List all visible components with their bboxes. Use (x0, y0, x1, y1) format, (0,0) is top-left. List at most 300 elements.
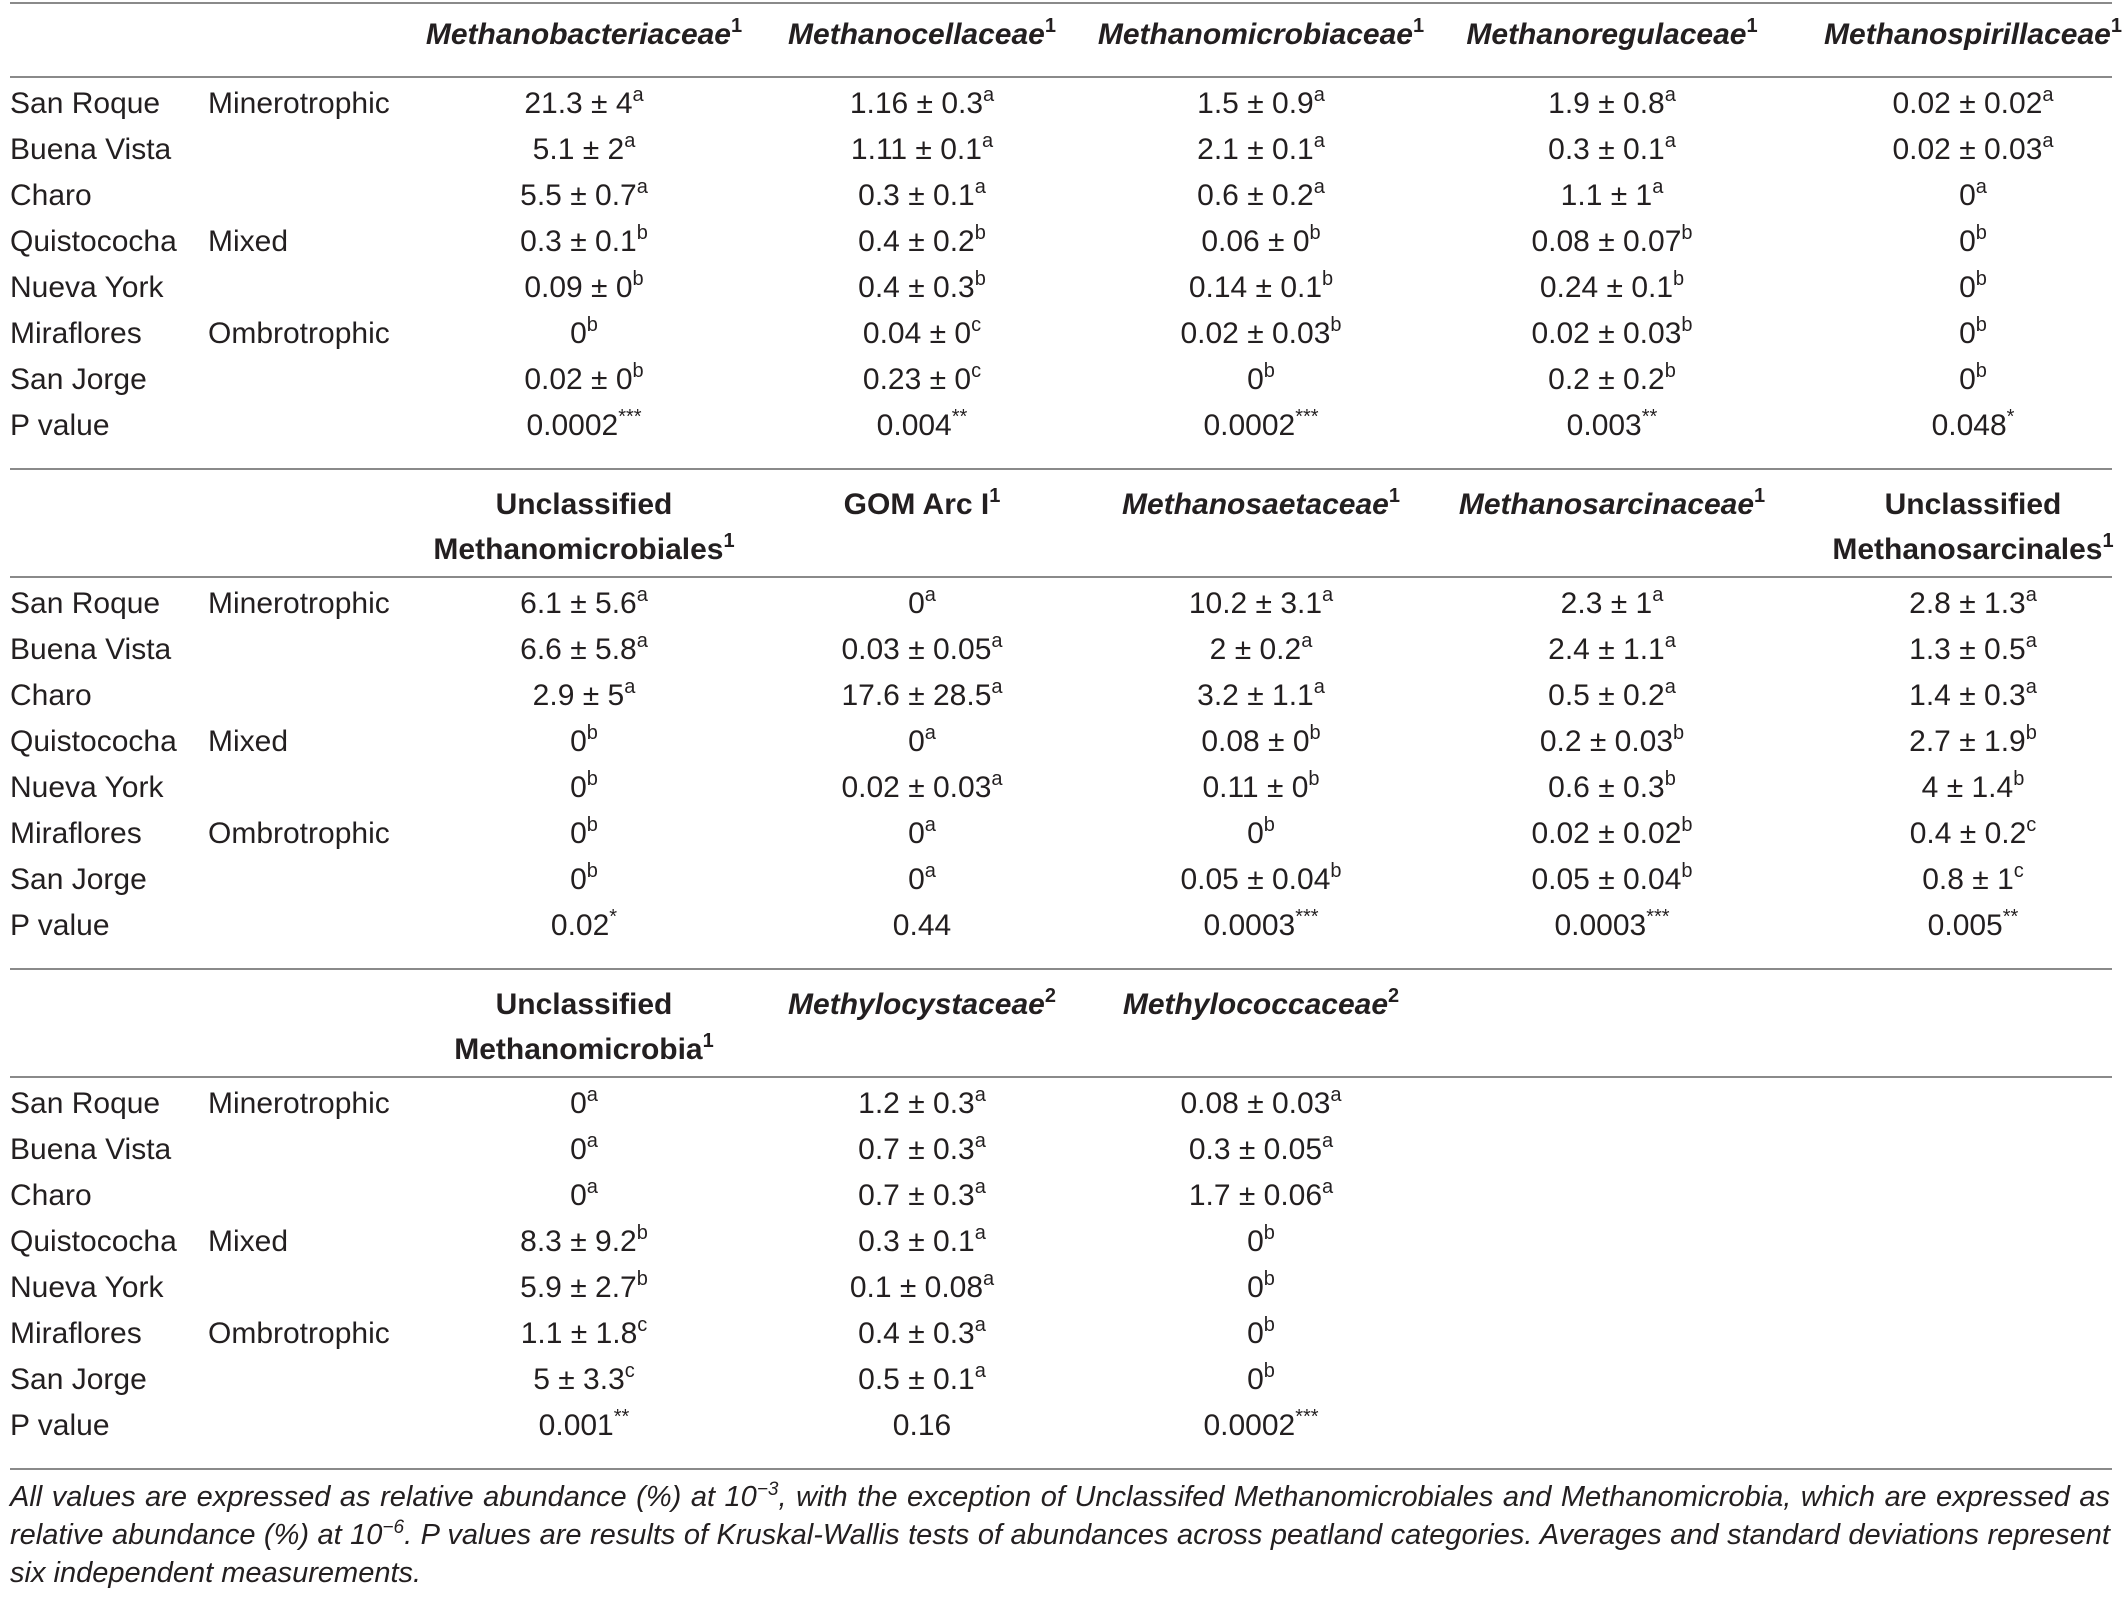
table-cell (551, 908, 617, 944)
table-cell (1180, 1086, 1341, 1122)
cell-value: 4 ± 1.4 (1921, 771, 2014, 804)
cell-superscript: b (632, 360, 644, 382)
table-cell (1531, 224, 1692, 260)
row-site-label: San Roque (10, 587, 161, 620)
cell-value: 0.2 ± 0.03 (1539, 725, 1674, 758)
table-cell (570, 724, 598, 760)
row-site-label: San Jorge (10, 363, 147, 396)
column-header-line1 (1832, 482, 2113, 527)
cell-value: 0 (570, 725, 587, 758)
cell-value: 1.7 ± 0.06 (1188, 1179, 1323, 1212)
cell-superscript: a (974, 176, 986, 198)
cell-superscript: a (624, 130, 636, 152)
table-cell (858, 1086, 986, 1122)
cell-superscript: c (2026, 814, 2037, 836)
cell-value: 0.7 ± 0.3 (858, 1179, 975, 1212)
cell-value: 0 (570, 817, 587, 850)
row-category-label: Mixed (208, 725, 289, 758)
cell-superscript: b (1664, 768, 1676, 790)
table-cell (863, 316, 981, 352)
column-header-name: Methylocystaceae (788, 988, 1045, 1021)
cell-superscript: b (1308, 768, 1320, 790)
cell-superscript: b (1681, 314, 1693, 336)
table-cell (1197, 678, 1325, 714)
column-header-footnote-mark: 1 (2102, 530, 2114, 552)
cell-superscript: b (1263, 1222, 1275, 1244)
cell-superscript: *** (1295, 1406, 1319, 1428)
table-cell (1531, 816, 1692, 852)
cell-superscript: a (974, 1084, 986, 1106)
cell-value: 0 (908, 587, 925, 620)
column-header (426, 12, 742, 57)
table-cell (877, 408, 968, 444)
header-rule (10, 576, 2112, 578)
cell-value: 2.7 ± 1.9 (1909, 725, 2026, 758)
cell-value: 1.1 ± 1.8 (520, 1317, 638, 1350)
cell-value: 0.24 ± 0.1 (1539, 271, 1674, 304)
cell-value: 2.1 ± 0.1 (1197, 133, 1314, 166)
cell-superscript: a (974, 1176, 986, 1198)
table-cell (570, 816, 598, 852)
table-cell (520, 586, 648, 622)
cell-value: 0.02 ± 0.03 (1180, 317, 1331, 350)
cell-superscript: b (1263, 1360, 1275, 1382)
table-cell (1202, 770, 1319, 806)
row-category-label: Ombrotrophic (208, 817, 390, 850)
cell-superscript: a (1313, 130, 1325, 152)
cell-superscript: * (609, 906, 618, 928)
cell-value: 0.4 ± 0.2 (1909, 817, 2027, 850)
cell-value: 1.9 ± 0.8 (1548, 87, 1665, 120)
cell-value: 0.06 ± 0 (1201, 225, 1310, 258)
header-rule (10, 1076, 2112, 1078)
cell-value: 21.3 ± 4 (524, 87, 633, 120)
table-cell (893, 1408, 951, 1444)
section-rule (10, 968, 2112, 970)
table-cell (1909, 678, 2037, 714)
cell-superscript: b (586, 814, 598, 836)
cell-value: 0 (1247, 1271, 1264, 1304)
table-cell (863, 362, 981, 398)
cell-value: 0.0002 (526, 409, 619, 442)
cell-value: 17.6 ± 28.5 (841, 679, 992, 712)
table-cell (858, 1224, 986, 1260)
cell-value: 0.0003 (1203, 909, 1296, 942)
cell-value: 0.3 ± 0.1 (858, 179, 975, 212)
cell-value: 0.23 ± 0 (862, 363, 972, 396)
cell-value: 0.1 ± 0.08 (849, 1271, 984, 1304)
row-site-label: Quistococha (10, 1225, 177, 1258)
cell-value: 0 (1247, 1363, 1264, 1396)
cell-value: 0.02 ± 0.03 (841, 771, 992, 804)
cell-superscript: a (983, 1268, 995, 1290)
cell-superscript: b (1975, 222, 1987, 244)
cell-value: 1.4 ± 0.3 (1909, 679, 2026, 712)
cell-superscript: b (974, 222, 986, 244)
cell-value: 0 (570, 1179, 587, 1212)
cell-superscript: c (2013, 860, 2024, 882)
table-cell (1189, 1132, 1333, 1168)
cell-value: 0.08 ± 0.03 (1180, 1087, 1331, 1120)
row-site-label: Miraflores (10, 1317, 142, 1350)
table-cell (850, 1270, 994, 1306)
cell-value: 0.4 ± 0.2 (858, 225, 975, 258)
cell-value: 0.2 ± 0.2 (1548, 363, 1665, 396)
table-cell (1959, 362, 1987, 398)
column-header (788, 12, 1056, 57)
row-site-label: Charo (10, 1179, 92, 1212)
table-cell (908, 862, 936, 898)
column-header (1122, 482, 1400, 527)
table-cell (1932, 408, 2015, 444)
table-cell (539, 1408, 630, 1444)
column-header-footnote-mark: 2 (1388, 985, 1400, 1007)
table-cell (908, 816, 936, 852)
row-site-label: Quistococha (10, 225, 177, 258)
cell-value: 0.048 (1931, 409, 2007, 442)
table-top-rule (10, 2, 2112, 4)
row-site-label: Buena Vista (10, 633, 172, 666)
cell-superscript: a (636, 630, 648, 652)
table-cell (851, 132, 993, 168)
table-cell (841, 632, 1002, 668)
cell-superscript: a (2042, 130, 2054, 152)
row-site-label: Miraflores (10, 317, 142, 350)
p-value-label: P value (10, 909, 110, 942)
table-cell (524, 362, 643, 398)
cell-superscript: a (983, 84, 995, 106)
cell-value: 6.6 ± 5.8 (520, 633, 637, 666)
cell-value: 0.02 ± 0.03 (1892, 133, 2043, 166)
row-site-label: San Jorge (10, 863, 147, 896)
cell-value: 0.3 ± 0.1 (520, 225, 637, 258)
cell-value: 0.3 ± 0.1 (1548, 133, 1665, 166)
cell-superscript: ** (2002, 906, 2019, 928)
cell-superscript: b (586, 722, 598, 744)
cell-value: 0.09 ± 0 (524, 271, 633, 304)
column-header (788, 982, 1056, 1027)
table-cell (1548, 362, 1676, 398)
cell-superscript: b (1263, 1268, 1275, 1290)
row-site-label: Charo (10, 679, 92, 712)
table-footnote (10, 1478, 2110, 1592)
cell-value: 0.02 ± 0 (524, 363, 633, 396)
cell-value: 0.03 ± 0.05 (841, 633, 992, 666)
table-cell (858, 178, 986, 214)
column-header-name: Methylococcaceae (1122, 988, 1389, 1021)
cell-value: 0.0002 (1203, 1409, 1296, 1442)
column-header-name: Unclassified (495, 988, 673, 1021)
row-site-label: Quistococha (10, 725, 177, 758)
cell-value: 0.8 ± 1 (1922, 863, 2014, 896)
row-site-label: Miraflores (10, 817, 142, 850)
column-header (1123, 982, 1399, 1027)
cell-value: 1.1 ± 1 (1560, 179, 1653, 212)
cell-superscript: a (1313, 676, 1325, 698)
cell-value: 5 ± 3.3 (533, 1363, 625, 1396)
cell-value: 0 (1959, 317, 1976, 350)
cell-value: 0 (908, 725, 925, 758)
cell-value: 0.0003 (1554, 909, 1647, 942)
cell-superscript: c (624, 1360, 635, 1382)
table-cell (1548, 132, 1676, 168)
table-cell (1540, 270, 1684, 306)
cell-superscript: b (632, 268, 644, 290)
table-cell (524, 86, 643, 122)
column-header-footnote-mark: 1 (1746, 15, 1758, 37)
column-header-line2 (433, 527, 734, 572)
cell-value: 0 (908, 817, 925, 850)
cell-superscript: a (1652, 176, 1664, 198)
table-cell (1247, 816, 1275, 852)
cell-value: 1.5 ± 0.9 (1197, 87, 1314, 120)
column-header-line1 (433, 482, 734, 527)
column-header-name: Methanosarcinaceae (1458, 488, 1755, 521)
row-category-label: Mixed (208, 225, 289, 258)
cell-superscript: a (1330, 1084, 1342, 1106)
table-cell (1203, 408, 1318, 444)
cell-value: 0.001 (538, 1409, 614, 1442)
cell-value: 0.6 ± 0.2 (1197, 179, 1314, 212)
section-rule (10, 1468, 2112, 1470)
cell-value: 1.3 ± 0.5 (1909, 633, 2026, 666)
cell-superscript: a (991, 768, 1003, 790)
cell-value: 0.05 ± 0.04 (1531, 863, 1682, 896)
cell-superscript: b (1681, 814, 1693, 836)
table-cell (520, 632, 648, 668)
column-header-line2 (1832, 527, 2113, 572)
cell-value: 0 (1959, 271, 1976, 304)
p-value-label: P value (10, 409, 110, 442)
table-cell (570, 862, 598, 898)
cell-value: 0.44 (892, 909, 952, 942)
cell-superscript: a (1322, 584, 1334, 606)
cell-superscript: b (1673, 268, 1685, 290)
cell-superscript: a (1664, 84, 1676, 106)
cell-superscript: b (1681, 222, 1693, 244)
row-category-label: Minerotrophic (208, 587, 390, 620)
cell-superscript: b (1263, 814, 1275, 836)
table-cell (1203, 908, 1318, 944)
cell-superscript: a (1975, 176, 1987, 198)
cell-value: 0.11 ± 0 (1202, 771, 1309, 804)
footnote-part3: . P values are results of Kruskal-Wallis tests of abundances across peatland categories. Averages and standard deviations represent six independent measurements. (10, 1519, 2110, 1589)
column-header (433, 482, 734, 572)
column-header-name-line2: Methanomicrobiales (433, 533, 724, 566)
table-cell (1247, 1362, 1275, 1398)
cell-value: 1.16 ± 0.3 (849, 87, 984, 120)
cell-value: 5.5 ± 0.7 (520, 179, 637, 212)
table-cell (1554, 908, 1669, 944)
cell-superscript: a (586, 1084, 598, 1106)
row-site-label: Buena Vista (10, 133, 172, 166)
cell-value: 6.1 ± 5.6 (520, 587, 637, 620)
table-cell (858, 270, 986, 306)
row-site-label: San Roque (10, 87, 161, 120)
cell-value: 0 (570, 1087, 587, 1120)
footnote-exponent-1: −3 (756, 1479, 779, 1500)
table-cell (533, 1362, 635, 1398)
table-cell (526, 408, 641, 444)
cell-value: 0 (1959, 363, 1976, 396)
table-cell (841, 770, 1002, 806)
cell-superscript: a (974, 1314, 986, 1336)
table-cell (533, 678, 636, 714)
table-cell (1910, 816, 2037, 852)
table-cell (1567, 408, 1658, 444)
column-header (1098, 12, 1424, 57)
column-header-name: Methanospirillaceae (1824, 18, 2111, 51)
cell-superscript: a (1322, 1130, 1334, 1152)
table-cell (1540, 724, 1684, 760)
cell-value: 0.05 ± 0.04 (1180, 863, 1331, 896)
cell-superscript: b (1681, 860, 1693, 882)
cell-value: 0 (570, 317, 587, 350)
cell-superscript: a (1313, 176, 1325, 198)
column-header-name: Unclassified (1884, 488, 2062, 521)
table-cell (1959, 178, 1987, 214)
cell-superscript: c (637, 1314, 648, 1336)
column-header-footnote-mark: 1 (1388, 485, 1400, 507)
cell-value: 0.5 ± 0.1 (858, 1363, 975, 1396)
cell-superscript: *** (1646, 906, 1670, 928)
cell-value: 2.4 ± 1.1 (1548, 633, 1665, 666)
cell-superscript: b (1975, 268, 1987, 290)
cell-value: 0 (570, 1133, 587, 1166)
footnote-part1: All values are expressed as relative abundance (%) at 10 (10, 1481, 757, 1513)
cell-value: 0.6 ± 0.3 (1548, 771, 1665, 804)
cell-superscript: b (1309, 722, 1321, 744)
table-cell (570, 1086, 598, 1122)
table-cell (1197, 132, 1325, 168)
table-cell (1201, 724, 1320, 760)
table-cell (1909, 586, 2037, 622)
table-cell (908, 586, 936, 622)
table-cell (533, 132, 636, 168)
table-cell (1189, 1178, 1333, 1214)
table-cell (1909, 724, 2037, 760)
cell-value: 5.1 ± 2 (532, 133, 625, 166)
table-cell (858, 1362, 986, 1398)
cell-value: 0.14 ± 0.1 (1188, 271, 1323, 304)
row-category-label: Mixed (208, 1225, 289, 1258)
cell-superscript: a (1664, 130, 1676, 152)
column-header-footnote-mark: 1 (1754, 485, 1766, 507)
cell-superscript: b (1664, 360, 1676, 382)
column-header-footnote-mark: 1 (723, 530, 735, 552)
cell-value: 0 (1247, 1317, 1264, 1350)
cell-value: 0 (570, 771, 587, 804)
table-cell (521, 1316, 648, 1352)
table-cell (1561, 178, 1664, 214)
cell-value: 0.02 ± 0.02 (1531, 817, 1682, 850)
table-cell (858, 224, 986, 260)
table-cell (841, 678, 1002, 714)
table-cell (893, 908, 951, 944)
cell-value: 0.4 ± 0.3 (858, 271, 975, 304)
column-header-name: Unclassified (495, 488, 673, 521)
column-header-footnote-mark: 1 (702, 1030, 714, 1052)
column-header (1832, 482, 2113, 572)
table-cell (1203, 1408, 1318, 1444)
cell-superscript: a (2042, 84, 2054, 106)
header-rule (10, 76, 2112, 78)
cell-value: 0.02 ± 0.03 (1531, 317, 1682, 350)
table-cell (520, 178, 648, 214)
cell-superscript: ** (1641, 406, 1658, 428)
cell-value: 0.02 (550, 909, 610, 942)
cell-superscript: *** (1295, 906, 1319, 928)
column-header-name: Methanomicrobiaceae (1097, 18, 1413, 51)
table-cell (1189, 586, 1333, 622)
row-category-label: Ombrotrophic (208, 317, 390, 350)
table-cell (1561, 586, 1664, 622)
table-cell (1548, 632, 1676, 668)
cell-value: 0 (1247, 1225, 1264, 1258)
cell-value: 0 (1247, 363, 1264, 396)
cell-value: 2.9 ± 5 (532, 679, 625, 712)
table-cell (908, 724, 936, 760)
row-category-label: Minerotrophic (208, 1087, 390, 1120)
cell-value: 0 (570, 863, 587, 896)
cell-value: 0.7 ± 0.3 (858, 1133, 975, 1166)
cell-superscript: b (636, 1222, 648, 1244)
column-header-footnote-mark: 2 (1044, 985, 1056, 1007)
table-cell (570, 770, 598, 806)
table-cell (1189, 270, 1333, 306)
cell-superscript: a (974, 1130, 986, 1152)
cell-superscript: b (1309, 222, 1321, 244)
cell-value: 0.16 (892, 1409, 952, 1442)
cell-value: 0.08 ± 0.07 (1531, 225, 1682, 258)
cell-superscript: b (1330, 314, 1342, 336)
column-header (1466, 12, 1757, 57)
cell-value: 0 (1959, 179, 1976, 212)
table-cell (1247, 1224, 1275, 1260)
table-cell (1959, 224, 1987, 260)
cell-superscript: a (2025, 676, 2037, 698)
cell-superscript: a (974, 1360, 986, 1382)
table-cell (1928, 908, 2019, 944)
cell-superscript: a (586, 1176, 598, 1198)
cell-value: 0.4 ± 0.3 (858, 1317, 975, 1350)
table-cell (1548, 678, 1676, 714)
cell-superscript: a (924, 584, 936, 606)
cell-superscript: c (971, 314, 982, 336)
row-site-label: San Roque (10, 1087, 161, 1120)
cell-superscript: c (971, 360, 982, 382)
section-rule (10, 468, 2112, 470)
column-header-name: Methanoregulaceae (1466, 18, 1747, 51)
cell-value: 2.8 ± 1.3 (1909, 587, 2026, 620)
table-cell (1531, 862, 1692, 898)
cell-superscript: b (1263, 360, 1275, 382)
cell-superscript: a (586, 1130, 598, 1152)
table-cell (858, 1178, 986, 1214)
cell-superscript: b (586, 768, 598, 790)
table-cell (570, 316, 598, 352)
cell-value: 3.2 ± 1.1 (1197, 679, 1314, 712)
table-cell (1247, 1270, 1275, 1306)
cell-superscript: a (924, 722, 936, 744)
cell-superscript: a (624, 676, 636, 698)
column-header-footnote-mark: 1 (2110, 15, 2122, 37)
table-cell (570, 1132, 598, 1168)
cell-superscript: a (981, 130, 994, 152)
cell-superscript: b (1263, 1314, 1275, 1336)
table-cell (1531, 316, 1692, 352)
row-category-label: Ombrotrophic (208, 1317, 390, 1350)
